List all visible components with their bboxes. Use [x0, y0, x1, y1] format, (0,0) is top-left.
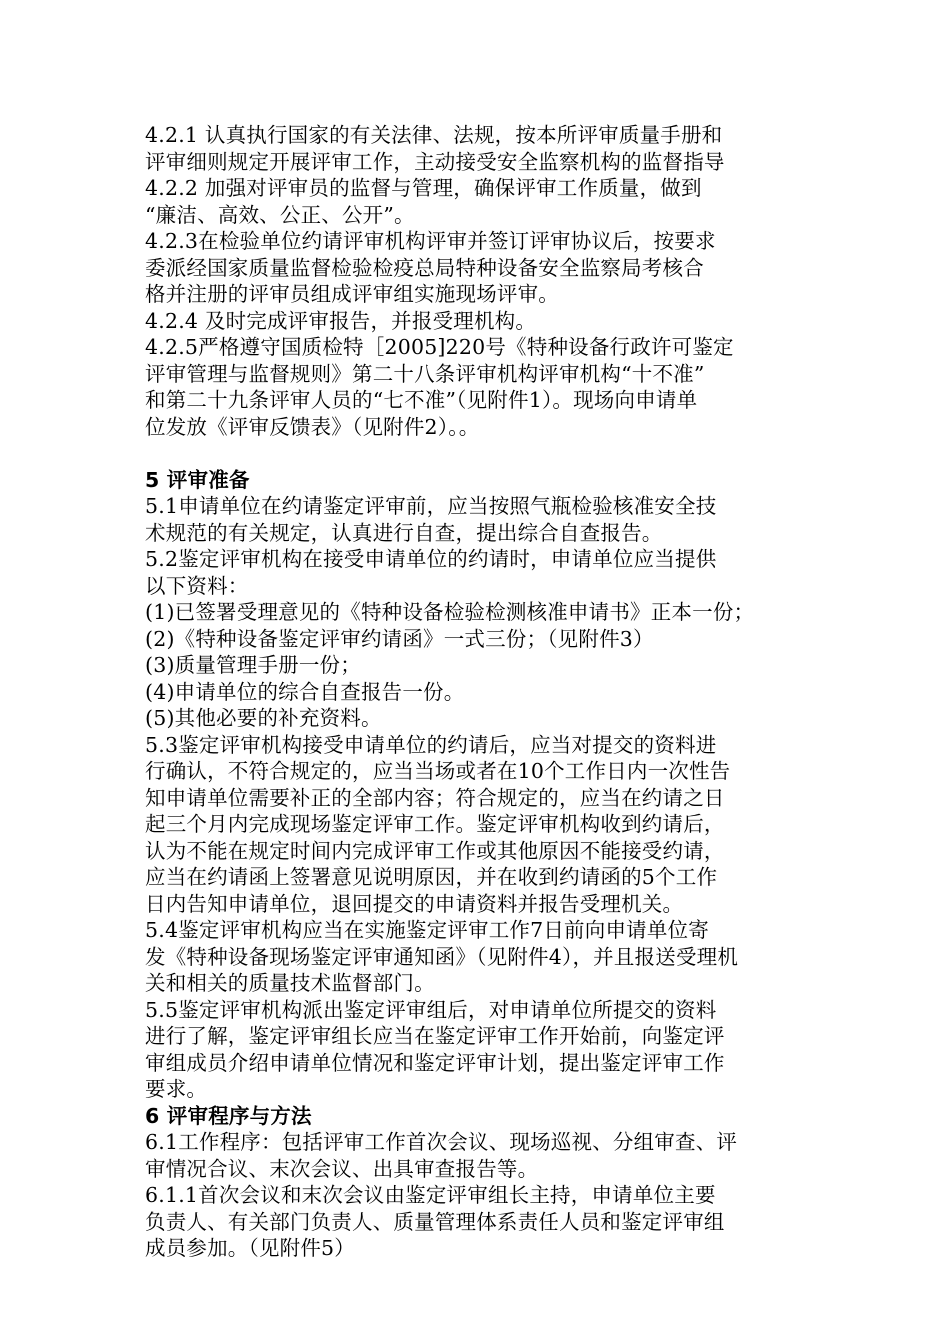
- text-line: (3)质量管理手册一份；: [145, 653, 361, 677]
- text-line: 和第二十九条评审人员的“七不准”（见附件1）。现场向申请单: [145, 388, 698, 412]
- text-line: “廉洁、高效、公正、公开”。: [145, 202, 415, 227]
- text-line: 4.2.3在检验单位约请评审机构评审并签订评审协议后，按要求: [145, 229, 716, 253]
- text-line: 以下资料：: [145, 573, 249, 598]
- text-line: 评审管理与监督规则》第二十八条评审机构评审机构“十不准”: [145, 361, 705, 386]
- text-line: 4.2.4 及时完成评审报告，并报受理机构。: [145, 308, 537, 333]
- text-line: 格并注册的评审员组成评审组实施现场评审。: [145, 282, 559, 306]
- text-line: 5.4鉴定评审机构应当在实施鉴定评审工作7日前向申请单位寄: [145, 918, 709, 942]
- text-line: 评审细则规定开展评审工作，主动接受安全监察机构的监督指导: [145, 149, 725, 174]
- text-line: (5)其他必要的补充资料。: [145, 706, 382, 730]
- text-line: 5.5鉴定评审机构派出鉴定评审组后，对申请单位所提交的资料: [145, 997, 717, 1022]
- text-line: 审情况合议、末次会议、出具审查报告等。: [145, 1156, 539, 1181]
- text-line: 5.3鉴定评审机构接受申请单位的约请后，应当对提交的资料进: [145, 732, 717, 757]
- document-page: [145, 122, 825, 1262]
- text-line: 进行了解，鉴定评审组长应当在鉴定评审工作开始前，向鉴定评: [145, 1024, 725, 1048]
- text-line: 应当在约请函上签署意见说明原因，并在收到约请函的5个工作: [145, 865, 718, 889]
- text-line: (4)申请单位的综合自查报告一份。: [145, 679, 465, 704]
- text-line: (1)已签署受理意见的《特种设备检验检测核准申请书》正本一份；: [145, 600, 755, 624]
- text-line: 6.1工作程序：包括评审工作首次会议、现场巡视、分组审查、评: [145, 1130, 738, 1154]
- text-line: 4.2.2 加强对评审员的监督与管理，确保评审工作质量，做到: [145, 176, 702, 200]
- text-line: 发《特种设备现场鉴定评审通知函》（见附件4），并且报送受理机: [145, 944, 739, 969]
- text-line: 5.1申请单位在约请鉴定评审前，应当按照气瓶检验核准安全技: [145, 494, 717, 518]
- text-line: 4.2.1 认真执行国家的有关法律、法规，按本所评审质量手册和: [145, 123, 723, 147]
- text-line: 负责人、有关部门负责人、质量管理体系责任人员和鉴定评审组: [145, 1209, 725, 1234]
- text-line: 关和相关的质量技术监督部门。: [145, 971, 435, 995]
- blank-line: [145, 440, 825, 467]
- text-line: 4.2.5严格遵守国质检特［2005]220号《特种设备行政许可鉴定: [145, 335, 734, 359]
- text-line: 审组成员介绍申请单位情况和鉴定评审计划，提出鉴定评审工作: [145, 1050, 725, 1075]
- section-heading-6: 6 评审程序与方法: [145, 1103, 312, 1128]
- section-heading-5: 5 评审准备: [145, 467, 250, 492]
- text-line: (2)《特种设备鉴定评审约请函》一式三份；（见附件3）: [145, 626, 654, 651]
- text-line: 日内告知申请单位，退回提交的申请资料并报告受理机关。: [145, 891, 684, 916]
- text-line: 要求。: [145, 1077, 208, 1101]
- text-line: 成员参加。（见附件5）: [145, 1236, 355, 1260]
- text-line: 行确认，不符合规定的，应当当场或者在10个工作日内一次性告: [145, 759, 731, 783]
- text-line: 位发放《评审反馈表》（见附件2）。。: [145, 414, 480, 439]
- text-line: 委派经国家质量监督检验检疫总局特种设备安全监察局考核合: [145, 255, 704, 280]
- text-line: 认为不能在规定时间内完成评审工作或其他原因不能接受约请，: [145, 838, 725, 863]
- text-line: 知申请单位需要补正的全部内容；符合规定的，应当在约请之日: [145, 785, 725, 810]
- text-line: 术规范的有关规定，认真进行自查，提出综合自查报告。: [145, 520, 663, 545]
- text-line: 5.2鉴定评审机构在接受申请单位的约请时，申请单位应当提供: [145, 547, 717, 571]
- text-line: 6.1.1首次会议和末次会议由鉴定评审组长主持，申请单位主要: [145, 1183, 716, 1207]
- text-line: 起三个月内完成现场鉴定评审工作。鉴定评审机构收到约请后，: [145, 812, 725, 836]
